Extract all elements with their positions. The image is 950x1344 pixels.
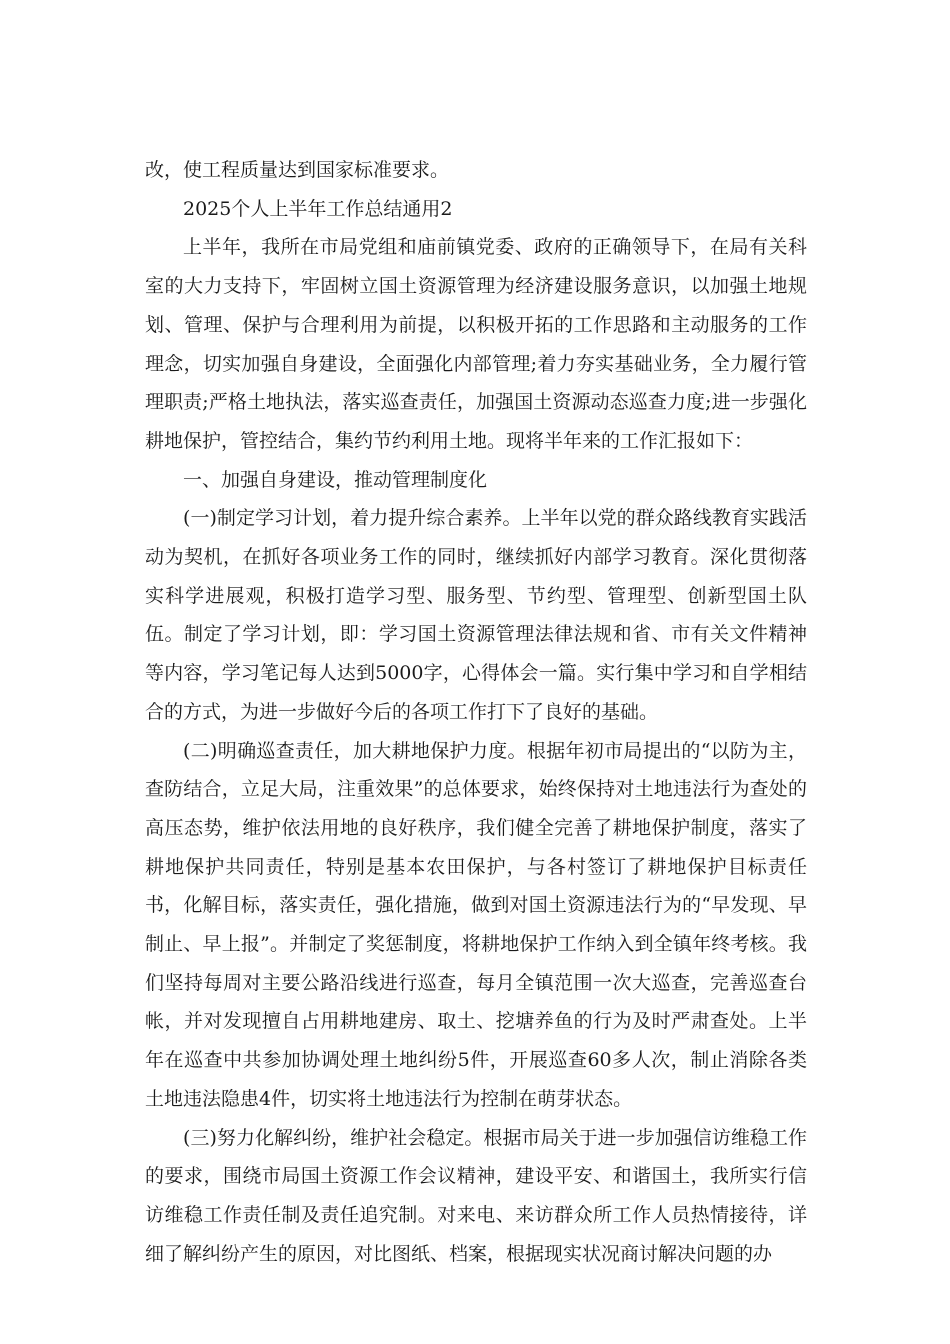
paragraph-item-two: (二)明确巡查责任，加大耕地保护力度。根据年初市局提出的“以防为主，查防结合，立足大局，注重效果”的总体要求，始终保持对土地违法行为查处的高压态势，维护依法用地的良好秩序，我们健全完善了耕地保护制度，落实了耕地保护共同责任，特别是基本农田保护，与各村签订了耕地保护目标责任书，化解目标，落实责任，强化措施，做到对国土资源违法行为的“早发现、早制止、早上报”。并制定了奖惩制度，将耕地保护工作纳入到全镇年终考核。我们坚持每周对主要公路沿线进行巡查，每月全镇范围一次大巡查，完善巡查台帐，并对发现擅自占用耕地建房、取土、挖塘养鱼的行为及时严肃查处。上半年在巡查中共参加协调处理土地纠纷5件，开展巡查60多人次，制止消除各类土地违法隐患4件，切实将土地违法行为控制在萌芽状态。	[145, 739, 807, 1110]
heading-part-one: 一、加强自身建设，推动管理制度化	[183, 468, 488, 491]
paragraph-continuation: 改，使工程质量达到国家标准要求。	[145, 159, 450, 181]
paragraph-item-one: (一)制定学习计划，着力提升综合素养。上半年以党的群众路线教育实践活动为契机，在抓好各项业务工作的同时，继续抓好内部学习教育。深化贯彻落实科学进展观，积极打造学习型、服务型、节约型、管理型、创新型国土队伍。制定了学习计划，即：学习国土资源管理法律法规和省、市有关文件精神等内容，学习笔记每人达到5000字，心得体会一篇。实行集中学习和自学相结合的方式，为进一步做好今后的各项工作打下了良好的基础。	[145, 507, 807, 723]
paragraph-item-three: (三)努力化解纠纷，维护社会稳定。根据市局关于进一步加强信访维稳工作的要求，围绕市局国土资源工作会议精神，建设平安、和谐国土，我所实行信访维稳工作责任制及责任追究制。对来电、来访群众所工作人员热情接待，详细了解纠纷产生的原因，对比图纸、档案，根据现实状况商讨解决问题的办	[145, 1126, 807, 1265]
document-body	[145, 151, 807, 1273]
paragraph-intro: 上半年，我所在市局党组和庙前镇党委、政府的正确领导下，在局有关科室的大力支持下，牢固树立国土资源管理为经济建设服务意识，以加强土地规划、管理、保护与合理利用为前提，以积极开拓的工作思路和主动服务的工作理念，切实加强自身建设，全面强化内部管理;着力夯实基础业务，全力履行管理职责;严格土地执法，落实巡查责任，加强国土资源动态巡查力度;进一步强化耕地保护，管控结合，集约节约利用土地。现将半年来的工作汇报如下：	[145, 236, 807, 452]
section-title: 2025个人上半年工作总结通用2	[183, 197, 453, 220]
